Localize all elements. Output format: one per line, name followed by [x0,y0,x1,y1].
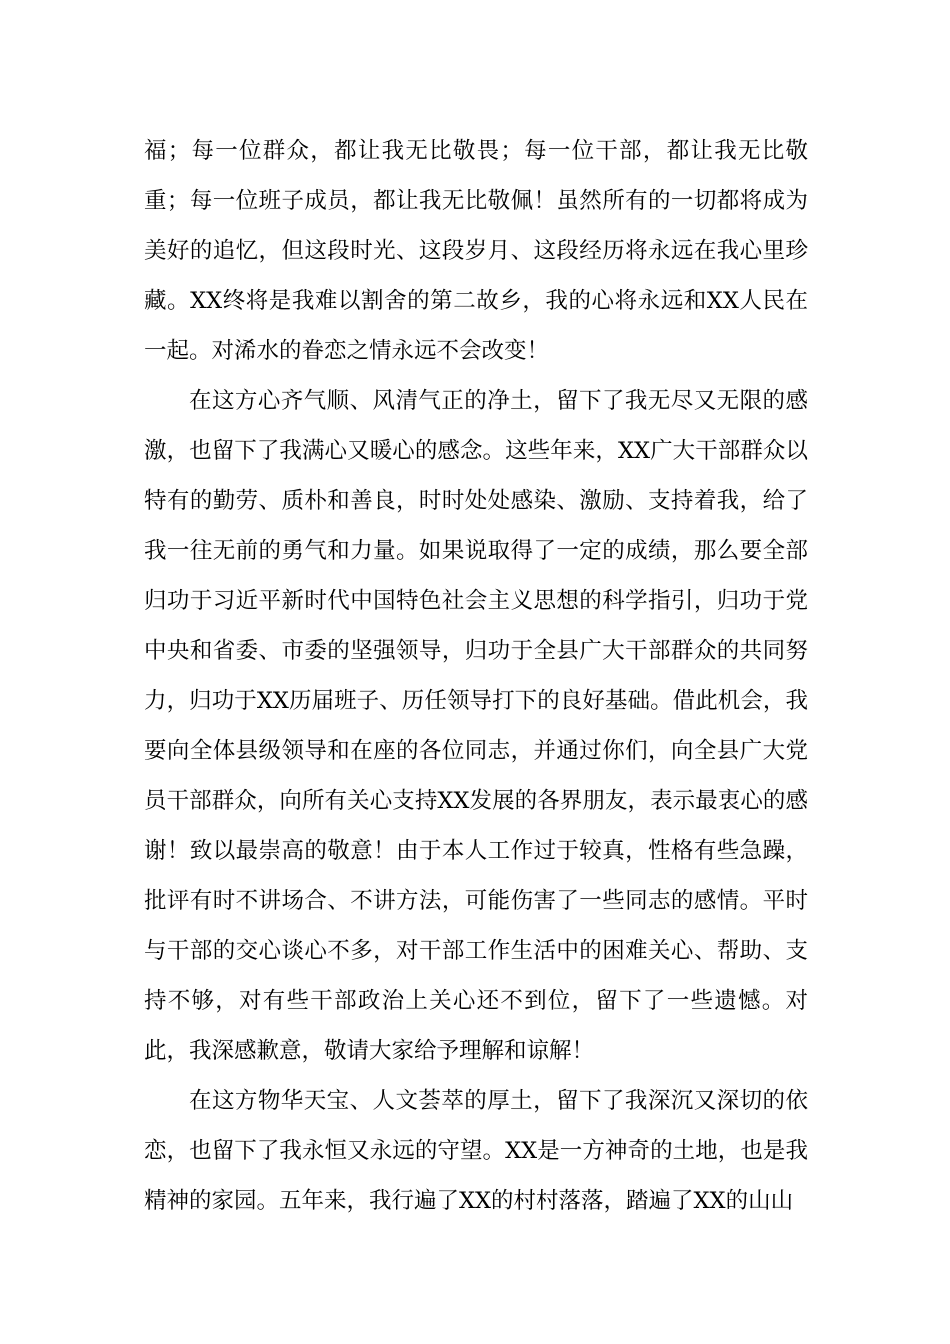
paragraph-1: 福；每一位群众，都让我无比敬畏；每一位干部，都让我无比敬重；每一位班子成员，都让我无比敬佩！虽然所有的一切都将成为美好的追忆，但这段时光、这段岁月、这段经历将永远在我心里珍藏。XX终将是我难以割舍的第二故乡，我的心将永远和XX人民在一起。对浠水的眷恋之情永远不会改变！ [144,138,808,364]
paragraph-3: 在这方物华天宝、人文荟萃的厚土，留下了我深沉又深切的依恋，也留下了我永恒又永远的守望。XX是一方神奇的土地，也是我精神的家园。五年来，我行遍了XX的村村落落，踏遍了XX的山山 [144,1088,808,1214]
document-body [144,126,808,1226]
paragraph-2: 在这方心齐气顺、风清气正的净土，留下了我无尽又无限的感激，也留下了我满心又暖心的感念。这些年来，XX广大干部群众以特有的勤劳、质朴和善良，时时处处感染、激励、支持着我，给了我一往无前的勇气和力量。如果说取得了一定的成绩，那么要全部归功于习近平新时代中国特色社会主义思想的科学指引，归功于党中央和省委、市委的坚强领导，归功于全县广大干部群众的共同努力，归功于XX历届班子、历任领导打下的良好基础。借此机会，我要向全体县级领导和在座的各位同志，并通过你们，向全县广大党员干部群众，向所有关心支持XX发展的各界朋友，表示最衷心的感谢！致以最崇高的敬意！由于本人工作过于较真，性格有些急躁，批评有时不讲场合、不讲方法，可能伤害了一些同志的感情。平时与干部的交心谈心不多，对干部工作生活中的困难关心、帮助、支持不够，对有些干部政治上关心还不到位，留下了一些遗憾。对此，我深感歉意，敬请大家给予理解和谅解！ [144,388,808,1064]
